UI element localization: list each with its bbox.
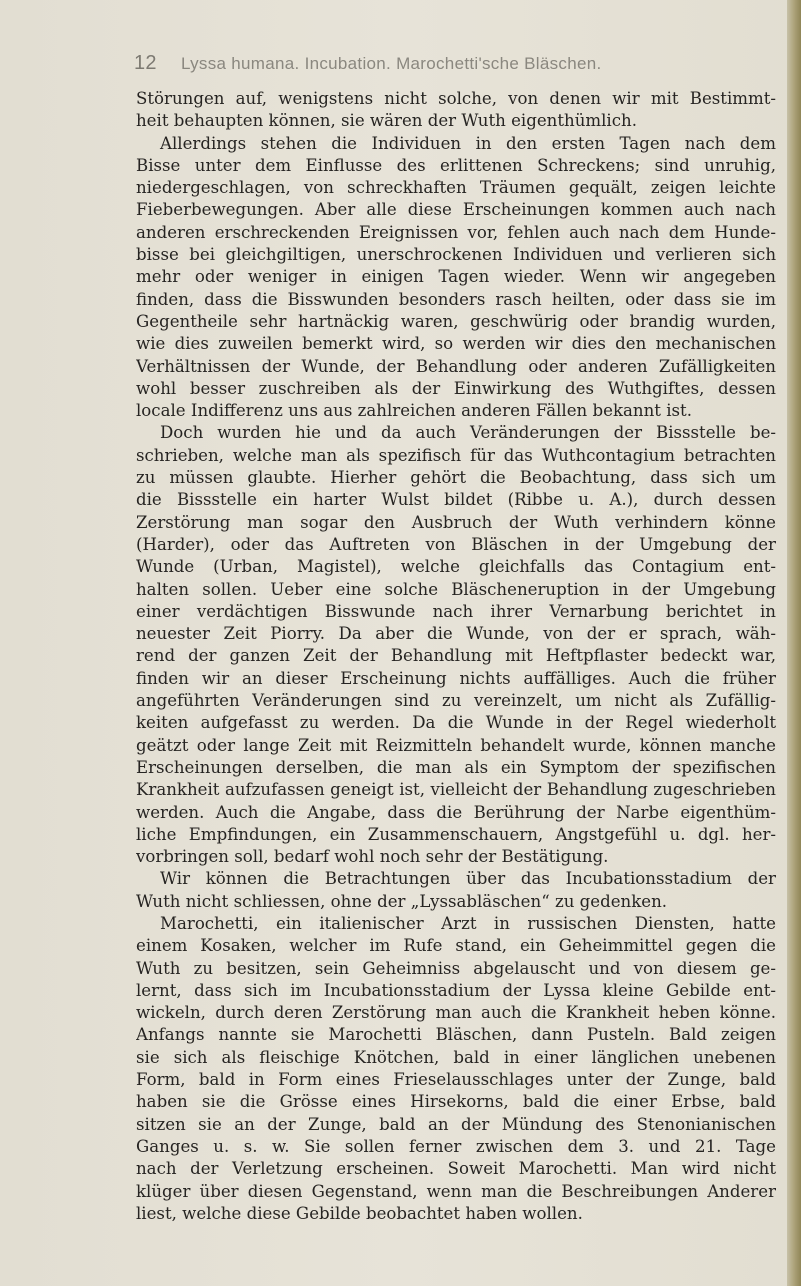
text-line: klüger über diesen Gegenstand, wenn man die Beschreibungen Anderer (136, 1181, 776, 1201)
text-line: geätzt oder lange Zeit mit Reizmitteln behandelt wurde, können manche (136, 735, 776, 755)
text-line: wohl besser zuschreiben als der Einwirkung des Wuthgiftes, dessen (136, 378, 776, 398)
text-line: vorbringen soll, bedarf wohl noch sehr der Bestätigung. (136, 847, 609, 867)
text-line: niedergeschlagen, von schreckhaften Träumen gequält, zeigen leichte (136, 178, 776, 198)
text-line: Wuth nicht schliessen, ohne der „Lyssabläschen“ zu gedenken. (136, 891, 668, 911)
text-line: mehr oder weniger in einigen Tagen wieder. Wenn wir angegeben (136, 267, 776, 287)
text-line: neuester Zeit Piorry. Da aber die Wunde, von der er sprach, wäh- (136, 624, 776, 644)
text-line: finden wir an dieser Erscheinung nichts auffälliges. Auch die früher (136, 668, 776, 688)
text-line: Wir können die Betrachtungen über das Incubationsstadium der (160, 869, 776, 889)
text-line: halten sollen. Ueber eine solche Bläscheneruption in der Umgebung (136, 579, 776, 599)
body-text (136, 88, 776, 1225)
text-line: anderen erschreckenden Ereignissen vor, fehlen auch nach dem Hunde- (136, 222, 776, 242)
text-line: nach der Verletzung erscheinen. Soweit Marochetti. Man wird nicht (136, 1159, 776, 1179)
text-line: Fieberbewegungen. Aber alle diese Erscheinungen kommen auch nach (136, 200, 776, 220)
text-line: lernt, dass sich im Incubationsstadium der Lyssa kleine Gebilde ent- (136, 980, 776, 1000)
text-line: Bisse unter dem Einflusse des erlittenen Schreckens; sind unruhig, (136, 155, 776, 175)
text-line: Krankheit aufzufassen geneigt ist, vielleicht der Behandlung zugeschrieben (136, 780, 776, 800)
text-line: finden, dass die Bisswunden besonders rasch heilten, oder dass sie im (136, 289, 776, 309)
text-line: rend der ganzen Zeit der Behandlung mit Heftpflaster bedeckt war, (136, 646, 776, 666)
text-line: Verhältnissen der Wunde, der Behandlung oder anderen Zufälligkeiten (136, 356, 776, 376)
text-line: liche Empfindungen, ein Zusammenschauern, Angstgefühl u. dgl. her- (136, 824, 776, 844)
text-line: (Harder), oder das Auftreten von Bläschen in der Umgebung der (136, 534, 776, 554)
text-line: Doch wurden hie und da auch Veränderungen der Bissstelle be- (160, 423, 776, 443)
text-line: Erscheinungen derselben, die man als ein Symptom der spezifischen (136, 757, 776, 777)
text-line: einem Kosaken, welcher im Rufe stand, ein Geheimmittel gegen die (136, 936, 776, 956)
text-line: bisse bei gleichgiltigen, unerschrockenen Individuen und verlieren sich (136, 245, 776, 265)
text-line: liest, welche diese Gebilde beobachtet haben wollen. (136, 1203, 583, 1223)
page-edge (787, 0, 801, 1286)
text-line: wickeln, durch deren Zerstörung man auch die Krankheit heben könne. (136, 1003, 776, 1023)
text-line: sitzen sie an der Zunge, bald an der Mündung des Stenonianischen (136, 1114, 776, 1134)
text-line: werden. Auch die Angabe, dass die Berührung der Narbe eigenthüm- (136, 802, 776, 822)
text-line: locale Indifferenz uns aus zahlreichen anderen Fällen bekannt ist. (136, 401, 692, 421)
text-line: heit behaupten können, sie wären der Wuth eigenthümlich. (136, 111, 637, 131)
page-number: 12 (134, 52, 157, 74)
text-line: Zerstörung man sogar den Ausbruch der Wuth verhindern könne (136, 512, 776, 532)
text-line: zu müssen glaubte. Hierher gehört die Beobachtung, dass sich um (136, 468, 776, 488)
text-line: sie sich als fleischige Knötchen, bald in einer länglichen unebenen (136, 1047, 776, 1067)
text-line: Marochetti, ein italienischer Arzt in russischen Diensten, hatte (160, 913, 776, 933)
text-line: Wuth zu besitzen, sein Geheimniss abgelauscht und von diesem ge- (136, 958, 776, 978)
text-line: einer verdächtigen Bisswunde nach ihrer Vernarbung berichtet in (136, 601, 776, 621)
text-line: Form, bald in Form eines Frieselausschlages unter der Zunge, bald (136, 1070, 776, 1090)
text-line: die Bissstelle ein harter Wulst bildet (Ribbe u. A.), durch dessen (136, 490, 776, 510)
text-line: Allerdings stehen die Individuen in den ersten Tagen nach dem (160, 133, 776, 153)
text-line: Störungen auf, wenigstens nicht solche, von denen wir mit Bestimmt- (136, 89, 776, 108)
text-line: angeführten Veränderungen sind zu vereinzelt, um nicht als Zufällig- (136, 691, 776, 711)
text-line: Anfangs nannte sie Marochetti Bläschen, dann Pusteln. Bald zeigen (136, 1025, 776, 1045)
text-line: keiten aufgefasst zu werden. Da die Wunde in der Regel wiederholt (136, 713, 776, 733)
text-line: Gegentheile sehr hartnäckig waren, geschwürig oder brandig wurden, (136, 311, 776, 331)
text-line: Wunde (Urban, Magistel), welche gleichfalls das Contagium ent- (136, 557, 776, 577)
text-line: wie dies zuweilen bemerkt wird, so werden wir dies den mechanischen (136, 334, 776, 354)
text-line: Ganges u. s. w. Sie sollen ferner zwischen dem 3. und 21. Tage (136, 1136, 776, 1156)
text-line: haben sie die Grösse eines Hirsekorns, bald die einer Erbse, bald (136, 1092, 776, 1112)
running-title: Lyssa humana. Incubation. Marochetti'sche Bläschen. (181, 54, 602, 73)
text-line: schrieben, welche man als spezifisch für das Wuthcontagium betrachten (136, 445, 776, 465)
